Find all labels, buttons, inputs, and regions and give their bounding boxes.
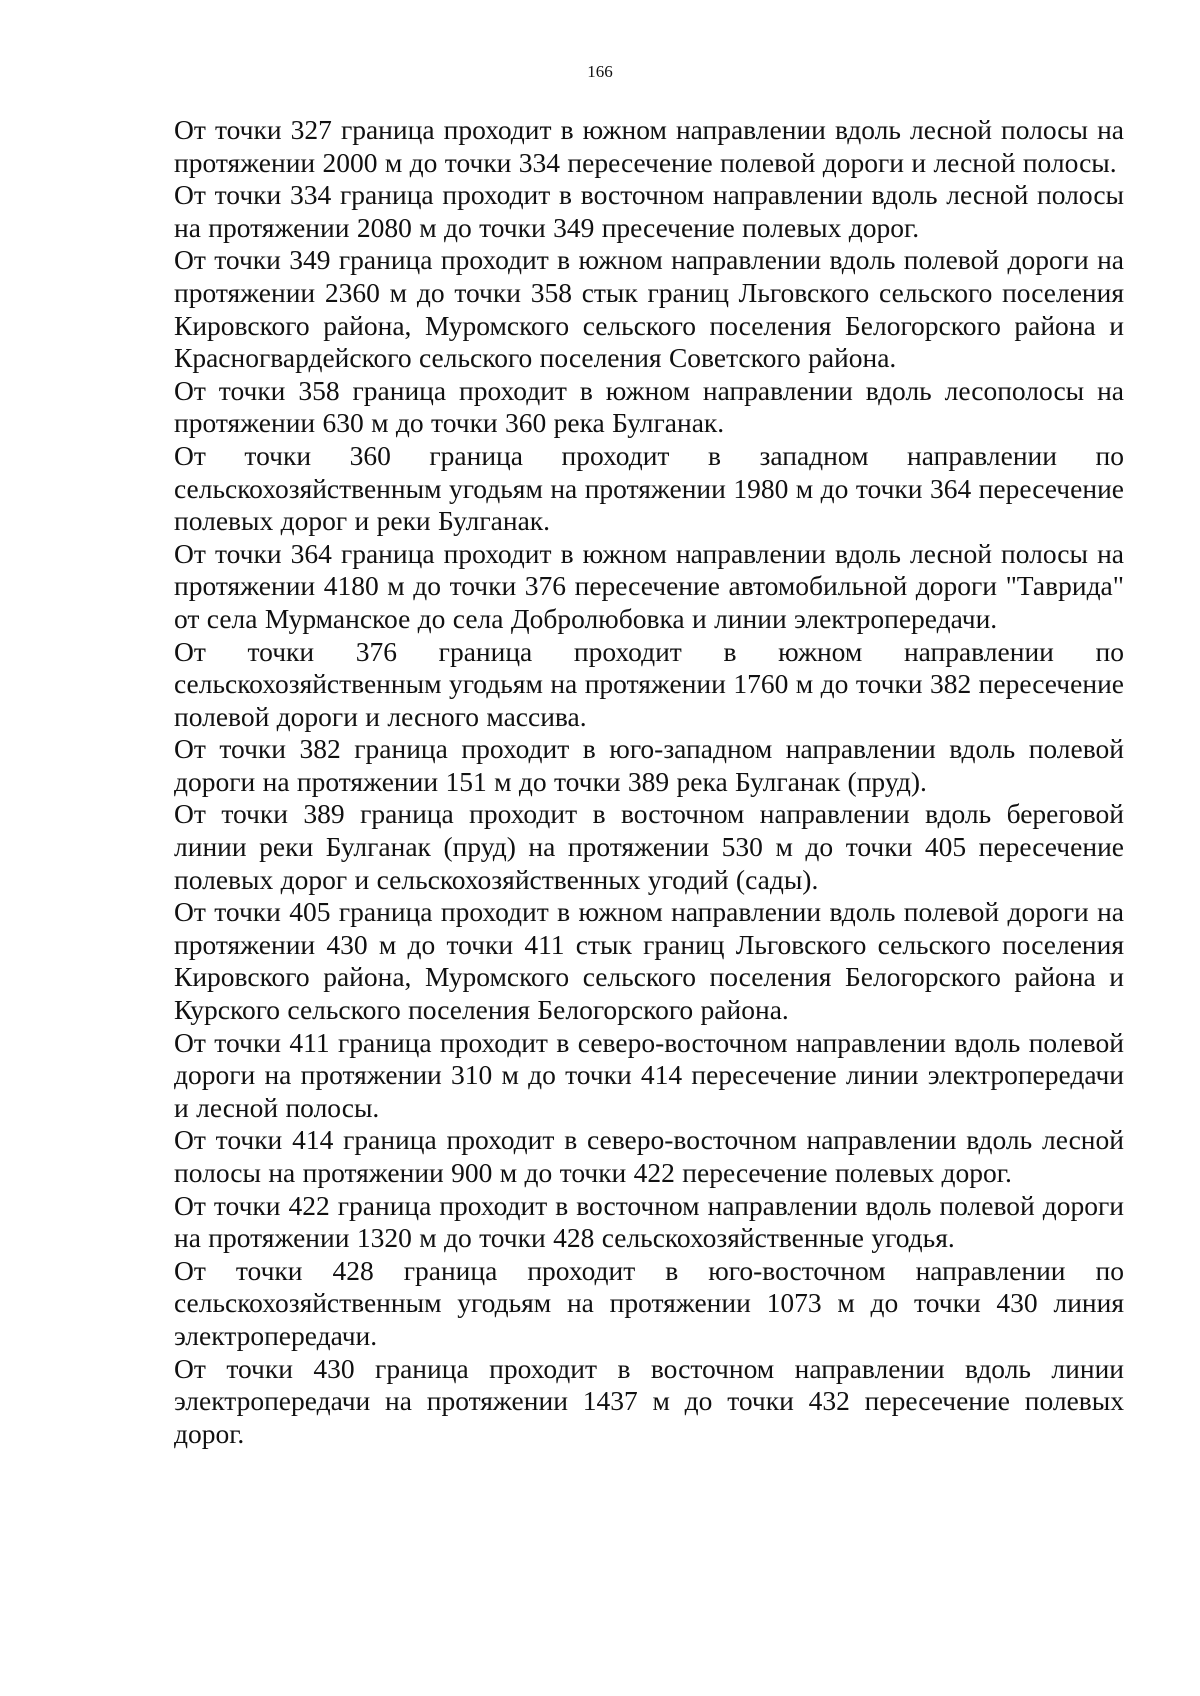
paragraph-point-414: От точки 414 граница проходит в северо-восточном направлении вдоль лесной полосы на протяжении 900 м до точки 422 пересечение полевых дорог. bbox=[174, 1124, 1124, 1188]
paragraph-point-364: От точки 364 граница проходит в южном направлении вдоль лесной полосы на протяжении 4180 м до точки 376 пересечение автомобильной дороги "Таврида" от села Мурманское до села Добролюбовка и линии электропередачи. bbox=[174, 537, 1124, 634]
page-number: 166 bbox=[587, 62, 613, 81]
paragraph-point-360: От точки 360 граница проходит в западном направлении по сельскохозяйственным угодьям на протяжении 1980 м до точки 364 пересечение полевых дорог и реки Булганак. bbox=[174, 439, 1124, 537]
paragraph-point-405: От точки 405 граница проходит в южном направлении вдоль полевой дороги на протяжении 430 м до точки 411 стык границ Льговского сельского поселения Кировского района, Муромского сельского поселения Белогорского района и Курского сельского поселения Белогорского района. bbox=[174, 896, 1124, 1026]
paragraph-point-334: От точки 334 граница проходит в восточном направлении вдоль лесной полосы на протяжении 2080 м до точки 349 пресечение полевых дорог. bbox=[174, 179, 1124, 243]
paragraph-point-382: От точки 382 граница проходит в юго-западном направлении вдоль полевой дороги на протяжении 151 м до точки 389 река Булганак (пруд). bbox=[174, 733, 1124, 797]
paragraph-point-411: От точки 411 граница проходит в северо-восточном направлении вдоль полевой дороги на протяжении 310 м до точки 414 пересечение линии электропередачи и лесной полосы. bbox=[174, 1026, 1124, 1123]
paragraph-point-422: От точки 422 граница проходит в восточном направлении вдоль полевой дороги на протяжении 1320 м до точки 428 сельскохозяйственные угодья. bbox=[174, 1189, 1124, 1254]
boundary-description bbox=[174, 114, 1124, 1450]
paragraph-point-358: От точки 358 граница проходит в южном направлении вдоль лесополосы на протяжении 630 м до точки 360 река Булганак. bbox=[174, 374, 1124, 439]
paragraph-point-430: От точки 430 граница проходит в восточном направлении вдоль линии электропередачи на протяжении 1437 м до точки 432 пересечение полевых дорог. bbox=[174, 1352, 1124, 1449]
paragraph-point-349: От точки 349 граница проходит в южном направлении вдоль полевой дороги на протяжении 2360 м до точки 358 стык границ Льговского сельского поселения Кировского района, Муромского сельского поселения Белогорского района и Красногвардейского сельского поселения Советского района. bbox=[174, 244, 1124, 374]
paragraph-point-327: От точки 327 граница проходит в южном направлении вдоль лесной полосы на протяжении 2000 м до точки 334 пересечение полевой дороги и лесной полосы. bbox=[174, 114, 1124, 178]
paragraph-point-376: От точки 376 граница проходит в южном направлении по сельскохозяйственным угодьям на протяжении 1760 м до точки 382 пересечение полевой дороги и лесного массива. bbox=[174, 635, 1124, 732]
paragraph-point-389: От точки 389 граница проходит в восточном направлении вдоль береговой линии реки Булганак (пруд) на протяжении 530 м до точки 405 пересечение полевых дорог и сельскохозяйственных угодий (сады). bbox=[174, 798, 1124, 895]
paragraph-point-428: От точки 428 граница проходит в юго-восточном направлении по сельскохозяйственным угодьям на протяжении 1073 м до точки 430 линия электропередачи. bbox=[174, 1254, 1124, 1351]
